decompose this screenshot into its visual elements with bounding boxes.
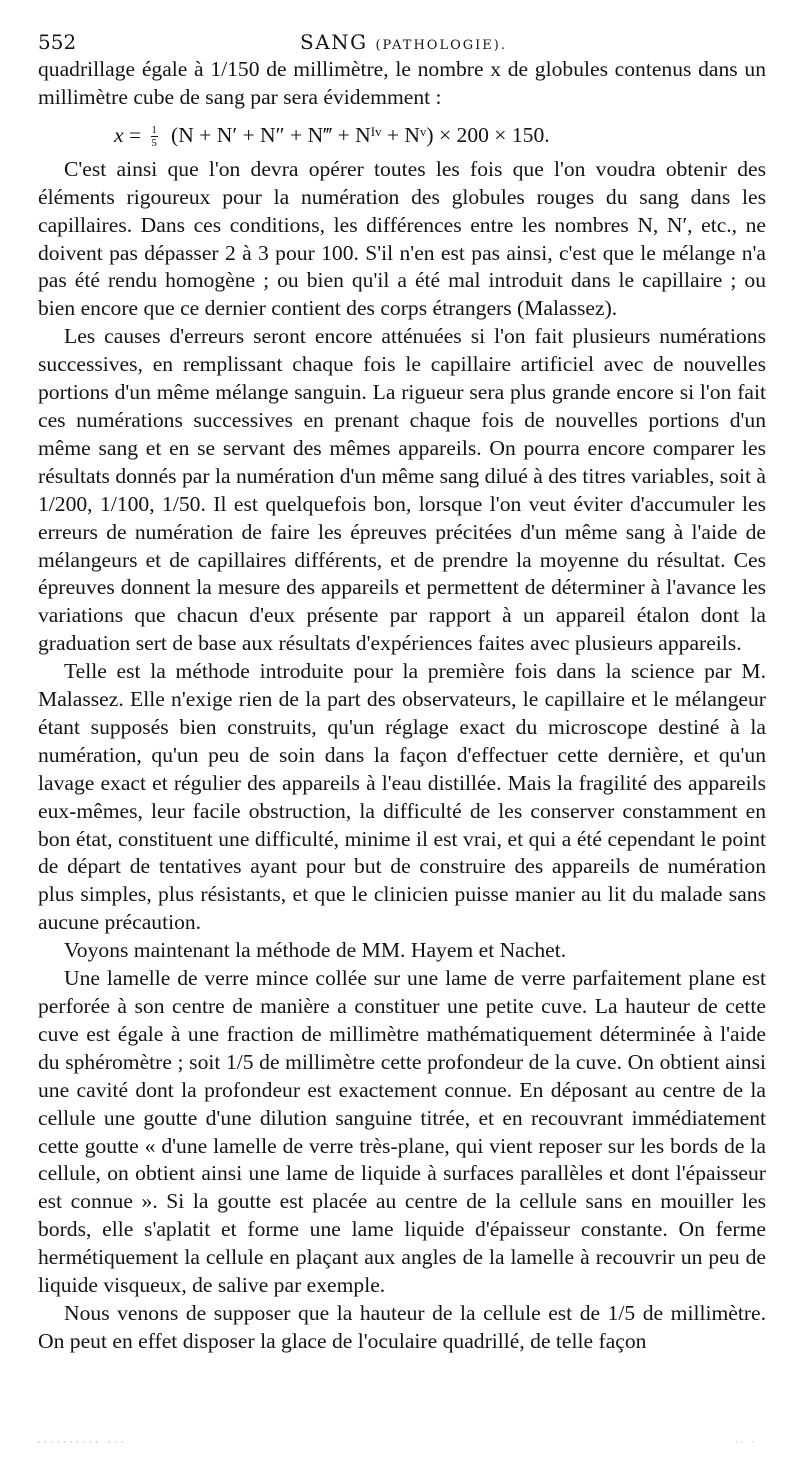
paragraph-malassez: Telle est la méthode introduite pour la première fois dans la science par M. Malassez. Elle n'exige rien de la part des observateurs, le capillaire et le mélangeur étant supposés bien construits, qu'un réglage exact du microscope destiné à la numération, qu'un peu de soin dans la façon d'effectuer cette dernière, et qu'un lavage exact et régulier des appareils à l'eau distillée. Mais la fragilité des appareils eux-mêmes, leur facile obstruction, la difficulté de les conserver constamment en bon état, constituent une difficulté, minime il est vrai, et qui a été cependant le point de départ de tentatives ayant pour but de construire des appareils de numération plus simples, plus résistants, et que le clinicien puisse manier au lit du malade sans aucune précaution. bbox=[38, 659, 766, 935]
paragraph-hayem-nachet: Voyons maintenant la méthode de MM. Hayem et Nachet. bbox=[64, 938, 567, 963]
book-page bbox=[38, 22, 766, 1356]
fraction-denominator: 5 bbox=[151, 137, 157, 150]
fraction-numerator: 1 bbox=[151, 124, 157, 137]
formula bbox=[38, 112, 766, 156]
paragraph-methode: C'est ainsi que l'on devra opérer toutes les fois que l'on voudra obtenir des éléments rigoureux pour la numération des globules rouges du sang dans les capillaires. Dans ces conditions, les différences entre les nombres N, N′, etc., ne doivent pas dépasser 2 à 3 pour 100. S'il n'en est pas ainsi, c'est que le mélange n'a pas été rendu homogène ; ou bien qu'il a été mal introduit dans le capillaire ; ou bien encore que ce dernier contient des corps étrangers (Malassez). bbox=[38, 156, 766, 321]
body-text bbox=[38, 56, 766, 1356]
formula-expression: (N + N′ + N″ + N‴ + Nᴵᵛ + Nᵛ) × 200 × 150. bbox=[171, 122, 550, 147]
opening-paragraph: quadrillage égale à 1/150 de millimètre, le nombre x de globules contenus dans un millimètre cube de sang par sera évidemment : bbox=[38, 57, 766, 109]
scan-artifact-left: ·········· ··· bbox=[36, 1438, 126, 1448]
running-subtitle: (PATHOLOGIE). bbox=[375, 38, 507, 53]
paragraph-hauteur-cellule: Nous venons de supposer que la hauteur de la cellule est de 1/5 de millimètre. On peut en effet disposer la glace de l'oculaire quadrillé, de telle façon bbox=[38, 1300, 766, 1353]
formula-fraction bbox=[151, 125, 158, 148]
page-header bbox=[38, 22, 766, 56]
paragraph-lamelle: Une lamelle de verre mince collée sur une lame de verre parfaitement plane est perforée à son centre de manière a constituer une petite cuve. La hauteur de cette cuve est égale à une fraction de millimètre mathématiquement déterminée à l'aide du sphéromètre ; soit 1/5 de millimètre cette profondeur de la cuve. On obtient ainsi une cavité dont la profondeur est exactement connue. En déposant au centre de la cellule une goutte d'une dilution sanguine titrée, et en recouvrant immédiatement cette goutte « d'une lamelle de verre très-plane, qui vient reposer sur les bords de la cellule, on obtient ainsi une lame de liquide à surfaces parallèles et dont l'épaisseur est connue ». Si la goutte est placée au centre de la cellule sans en mouiller les bords, elle s'aplatit et forme une lame liquide d'épaisseur constante. On ferme hermétiquement la cellule en plaçant aux angles de la lamelle à recouvrir un peu de liquide visqueux, de salive par exemple. bbox=[38, 966, 766, 1298]
running-title: SANG bbox=[300, 30, 368, 54]
running-head bbox=[300, 30, 507, 54]
paragraph-causes-erreurs: Les causes d'erreurs seront encore atténuées si l'on fait plusieurs numérations successives, en remplissant chaque fois le capillaire artificiel avec de nouvelles portions d'un même mélange sanguin. La rigueur sera plus grande encore si l'on fait ces numérations successives en prenant chaque fois de nouvelles portions d'un même sang et en se servant des mêmes appareils. On pourra encore comparer les résultats donnés par la numération d'un même sang dilué à des titres variables, soit à 1/200, 1/100, 1/50. Il est quelquefois bon, lorsque l'on veut éviter d'accumuler les erreurs de numération de faire les épreuves précitées d'un même sang à l'aide de mélangeurs et de capillaires différents, et de prendre la moyenne du résultat. Ces épreuves donnent la mesure des appareils et permettent de déterminer à l'avance les variations que chacun d'eux présente par rapport à un appareil étalon dont la graduation sert de base aux résultats d'expériences faites avec plusieurs appareils. bbox=[38, 324, 766, 656]
formula-variable: x bbox=[114, 122, 124, 147]
page-number: 552 bbox=[38, 30, 77, 54]
formula-equals: = bbox=[129, 122, 142, 147]
scan-artifact-right: ·· · bbox=[734, 1438, 756, 1448]
